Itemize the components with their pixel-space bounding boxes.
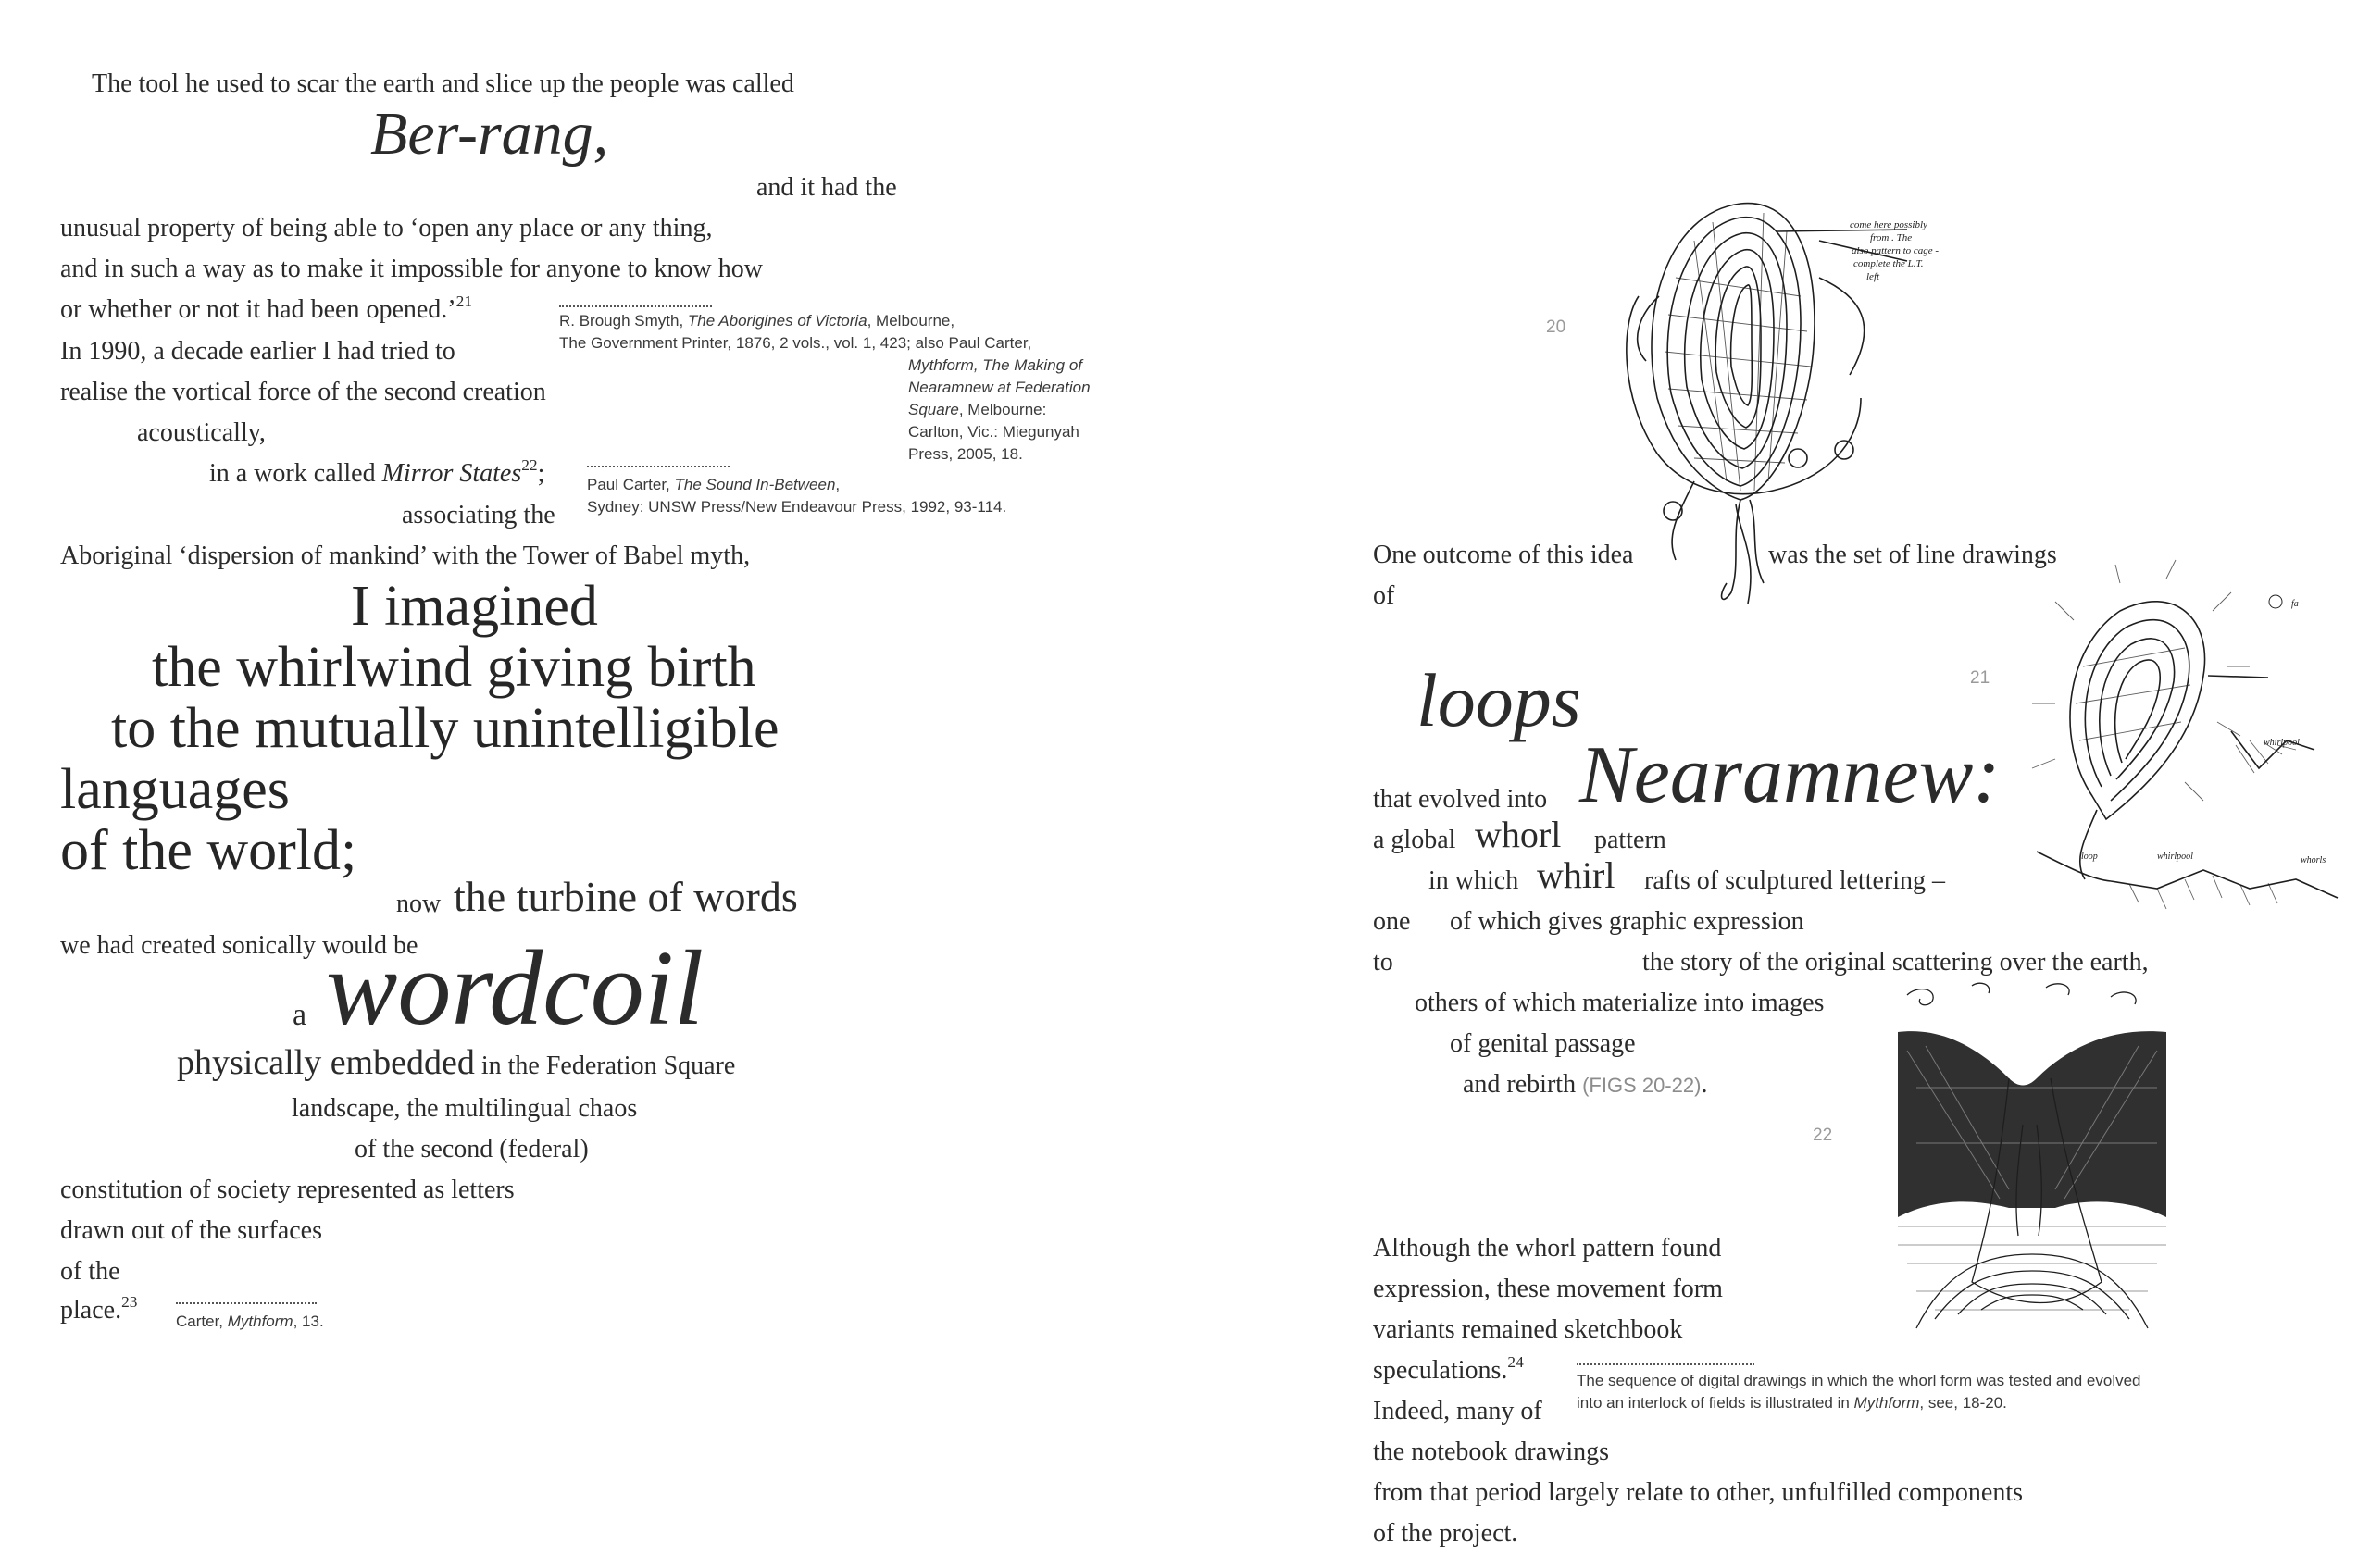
text-line: Indeed, many of — [1373, 1397, 1542, 1425]
text-line: ; — [537, 459, 545, 488]
svg-text:complete the L.T.: complete the L.T. — [1853, 258, 1924, 269]
text-word: a — [293, 998, 307, 1032]
text-line: in the Federation Square — [474, 1052, 736, 1080]
text-line: and it had the — [756, 173, 897, 202]
text-line — [1463, 1072, 1707, 1098]
text-line: realise the vortical force of the second creation — [60, 378, 546, 406]
text-line: One outcome of this idea — [1373, 541, 1634, 569]
display-line: to the mutually unintelligible — [111, 697, 780, 760]
figure-reference: (FIGS 20-22) — [1582, 1074, 1702, 1097]
text-line: The tool he used to scar the earth and slice up the people was called — [92, 69, 794, 98]
text-word: a global — [1373, 826, 1456, 854]
display-line: I imagined — [351, 575, 598, 638]
text-line: in a work called — [209, 459, 382, 488]
figure-21-loop-drawing — [2018, 565, 2370, 935]
display-line: languages — [60, 758, 290, 821]
footnote-21: Nearamnew at Federation — [908, 379, 1091, 396]
figure-number: 22 — [1813, 1126, 1833, 1145]
footnote-24: into an interlock of fields is illustrated in Mythform, see, 18-20. — [1577, 1394, 2007, 1412]
text-line: we had created sonically would be — [60, 931, 418, 960]
text-line: of which gives graphic expression — [1450, 907, 1804, 936]
figure-number: 20 — [1546, 317, 1566, 337]
emphasis-text: physically embedded — [177, 1043, 475, 1082]
footnote-21: Press, 2005, 18. — [908, 445, 1023, 463]
text-line: and rebirth — [1463, 1070, 1577, 1099]
footnote-rule — [1577, 1363, 1754, 1365]
footnote-ref: 22 — [521, 455, 538, 474]
text-line: of genital passage — [1450, 1029, 1636, 1058]
text-line: of the project. — [1373, 1519, 1518, 1548]
text-line: and in such a way as to make it impossible for anyone to know how — [60, 255, 763, 283]
footnote-21: The Government Printer, 1876, 2 vols., vol. 1, 423; also Paul Carter, — [559, 334, 1032, 352]
svg-text:from . The: from . The — [1870, 232, 1913, 243]
text-line — [60, 292, 472, 324]
text-line: In 1990, a decade earlier I had tried to — [60, 337, 455, 366]
svg-text:whorls: whorls — [2301, 855, 2326, 865]
text-line: associating the — [402, 501, 555, 529]
text-line: of — [1373, 581, 1395, 610]
footnote-rule — [176, 1302, 317, 1304]
footnote-21: Mythform, The Making of — [908, 356, 1083, 374]
svg-text:whirlpool: whirlpool — [2157, 852, 2193, 862]
text-line: the story of the original scattering over the earth, — [1642, 948, 2149, 977]
text-line: drawn out of the surfaces — [60, 1216, 323, 1245]
emphasis-text: whorl — [1475, 814, 1562, 855]
text-word: now — [396, 890, 442, 918]
text-line: rafts of sculptured lettering – — [1644, 866, 1946, 895]
text-line: place. — [60, 1296, 122, 1325]
heading-loops: loops — [1416, 658, 1581, 742]
svg-text:loop: loop — [2081, 852, 2098, 862]
heading-berrang: Ber-rang, — [370, 100, 609, 168]
text-line: acoustically, — [137, 418, 266, 447]
text-line — [177, 1045, 735, 1080]
figure-22-passage-drawing — [1879, 977, 2185, 1338]
figure-number: 21 — [1970, 668, 1990, 688]
text-line: of the — [60, 1257, 120, 1286]
svg-text:also pattern to cage -: also pattern to cage - — [1852, 245, 1940, 256]
footnote-21: Carlton, Vic.: Miegunyah — [908, 423, 1079, 441]
text-word: in which — [1428, 866, 1519, 895]
text-line: others of which materialize into images — [1415, 989, 1825, 1017]
heading-wordcoil: wordcoil — [326, 929, 705, 1048]
svg-text:left: left — [1866, 271, 1880, 282]
footnote-22: Sydney: UNSW Press/New Endeavour Press, 1992, 93-114. — [587, 498, 1007, 516]
text-word: to — [1373, 948, 1393, 977]
text-line: speculations. — [1373, 1356, 1508, 1385]
text-line — [60, 1292, 138, 1325]
work-title: Mirror States — [381, 459, 522, 488]
footnote-21: R. Brough Smyth, The Aborigines of Victoria, Melbourne, — [559, 312, 955, 330]
footnote-ref: 23 — [121, 1292, 138, 1311]
svg-text:come here possibly: come here possibly — [1850, 219, 1927, 230]
text-line: from that period largely relate to other, unfulfilled components — [1373, 1478, 2024, 1507]
emphasis-text: whirl — [1537, 854, 1615, 896]
svg-text:whirlpool: whirlpool — [2264, 738, 2300, 748]
text-line: of the second (federal) — [355, 1135, 589, 1164]
text-line: landscape, the multilingual chaos — [292, 1094, 638, 1123]
text-line: variants remained sketchbook — [1373, 1315, 1683, 1344]
footnote-24: The sequence of digital drawings in which the whorl form was tested and evolved — [1577, 1372, 2141, 1389]
text-line: or whether or not it had been opened.’ — [60, 295, 456, 324]
text-word: one — [1373, 907, 1411, 936]
text-line: unusual property of being able to ‘open any place or any thing, — [60, 214, 713, 243]
heading-nearamnew: Nearamnew: — [1579, 730, 2001, 820]
text-line: that evolved into — [1373, 785, 1548, 814]
text-line: was the set of line drawings — [1768, 541, 2057, 569]
text-line — [209, 455, 545, 488]
text-line: . — [1701, 1070, 1708, 1099]
footnote-23: Carter, Mythform, 13. — [176, 1313, 324, 1330]
footnote-rule — [587, 466, 730, 467]
display-line: of the world; — [60, 819, 357, 882]
text-line: constitution of society represented as letters — [60, 1176, 515, 1204]
text-line — [1373, 1352, 1524, 1385]
text-word: pattern — [1594, 826, 1666, 854]
footnote-ref: 24 — [1507, 1352, 1524, 1371]
footnote-rule — [559, 305, 712, 307]
display-line: the whirlwind giving birth — [152, 636, 756, 699]
text-line: Aboriginal ‘dispersion of mankind’ with the Tower of Babel myth, — [60, 541, 751, 570]
text-line: expression, these movement form — [1373, 1275, 1723, 1303]
footnote-21: Square, Melbourne: — [908, 401, 1047, 418]
display-line: the turbine of words — [454, 873, 798, 920]
svg-text:fa: fa — [2291, 599, 2299, 609]
text-line: Although the whorl pattern found — [1373, 1234, 1722, 1263]
footnote-ref: 21 — [455, 292, 472, 310]
footnote-22: Paul Carter, The Sound In-Between, — [587, 476, 841, 493]
text-line: the notebook drawings — [1373, 1437, 1610, 1466]
